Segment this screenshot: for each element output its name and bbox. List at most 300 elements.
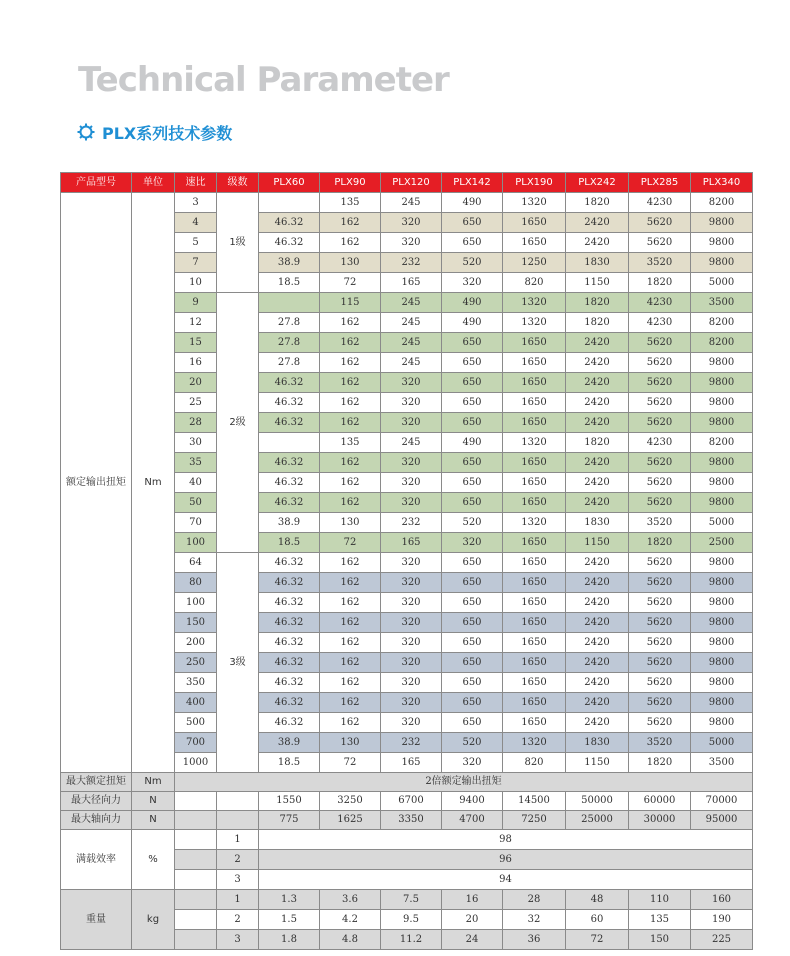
value-cell: 9800 (691, 413, 753, 433)
value-cell: 1830 (566, 253, 629, 273)
value-cell: 1650 (503, 693, 566, 713)
value-cell: 162 (320, 573, 381, 593)
value-cell: 5000 (691, 733, 753, 753)
value-cell: 232 (381, 513, 442, 533)
value-cell: 520 (442, 513, 503, 533)
empty-cell (217, 792, 259, 811)
value-cell: 245 (381, 313, 442, 333)
value-cell: 775 (259, 811, 320, 830)
value-cell: 27.8 (259, 313, 320, 333)
ratio-cell: 700 (175, 733, 217, 753)
value-cell: 9800 (691, 253, 753, 273)
value-cell: 3520 (629, 253, 691, 273)
weight-label: 重量 (61, 890, 132, 950)
value-cell: 162 (320, 213, 381, 233)
stage-cell: 3级 (217, 553, 259, 773)
value-cell: 5000 (691, 273, 753, 293)
value-cell: 5620 (629, 393, 691, 413)
ratio-cell: 15 (175, 333, 217, 353)
value-cell: 1650 (503, 573, 566, 593)
value-cell: 2500 (691, 533, 753, 553)
value-cell: 1820 (566, 313, 629, 333)
header-cell: PLX60 (259, 173, 320, 193)
value-cell: 2420 (566, 493, 629, 513)
value-cell: 46.32 (259, 493, 320, 513)
value-cell: 162 (320, 713, 381, 733)
value-cell: 3520 (629, 513, 691, 533)
value-cell: 28 (503, 890, 566, 910)
value-cell: 320 (381, 673, 442, 693)
value-cell (259, 193, 320, 213)
value-cell: 9.5 (381, 910, 442, 930)
value-cell: 320 (381, 613, 442, 633)
stage-cell: 1 (217, 830, 259, 850)
stage-cell: 3 (217, 870, 259, 890)
value-cell: 9800 (691, 473, 753, 493)
value-cell: 24 (442, 930, 503, 950)
ratio-cell: 30 (175, 433, 217, 453)
value-cell: 1650 (503, 713, 566, 733)
value-cell: 162 (320, 613, 381, 633)
value-cell: 5620 (629, 373, 691, 393)
value-cell: 7.5 (381, 890, 442, 910)
value-cell: 650 (442, 573, 503, 593)
value-cell: 2420 (566, 473, 629, 493)
value-cell: 130 (320, 733, 381, 753)
value-cell: 46.32 (259, 593, 320, 613)
value-cell: 5620 (629, 593, 691, 613)
ratio-cell: 3 (175, 193, 217, 213)
value-cell: 72 (566, 930, 629, 950)
value-cell: 2420 (566, 213, 629, 233)
value-cell: 2420 (566, 653, 629, 673)
value-cell: 162 (320, 673, 381, 693)
value-cell: 9800 (691, 593, 753, 613)
value-cell: 9800 (691, 553, 753, 573)
value-cell: 320 (381, 233, 442, 253)
value-cell: 46.32 (259, 673, 320, 693)
value-cell: 650 (442, 353, 503, 373)
value-cell: 1650 (503, 233, 566, 253)
value-cell: 162 (320, 393, 381, 413)
value-cell: 490 (442, 293, 503, 313)
value-cell: 5620 (629, 333, 691, 353)
header-cell: 单位 (132, 173, 175, 193)
value-cell: 5620 (629, 713, 691, 733)
value-cell: 650 (442, 673, 503, 693)
value-cell: 2420 (566, 233, 629, 253)
value-cell: 320 (381, 573, 442, 593)
value-cell: 162 (320, 473, 381, 493)
value-cell: 4230 (629, 293, 691, 313)
ratio-cell: 64 (175, 553, 217, 573)
value-cell: 46.32 (259, 473, 320, 493)
torque-unit: Nm (132, 193, 175, 773)
value-cell: 1650 (503, 393, 566, 413)
ratio-cell: 500 (175, 713, 217, 733)
value-cell: 320 (381, 473, 442, 493)
value-cell: 320 (381, 493, 442, 513)
axial-unit: N (132, 811, 175, 830)
value-cell: 5620 (629, 473, 691, 493)
value-cell: 46.32 (259, 573, 320, 593)
value-cell: 6700 (381, 792, 442, 811)
value-cell: 135 (629, 910, 691, 930)
value-cell: 5620 (629, 233, 691, 253)
value-cell: 2420 (566, 333, 629, 353)
value-cell: 2420 (566, 373, 629, 393)
value-cell: 820 (503, 753, 566, 773)
value-cell: 320 (381, 213, 442, 233)
ratio-cell: 5 (175, 233, 217, 253)
value-cell: 9800 (691, 493, 753, 513)
value-cell: 1830 (566, 733, 629, 753)
table-row (61, 811, 753, 830)
value-cell: 70000 (691, 792, 753, 811)
value-cell: 650 (442, 233, 503, 253)
value-cell: 1650 (503, 653, 566, 673)
value-cell: 18.5 (259, 533, 320, 553)
value-cell: 2420 (566, 573, 629, 593)
header-cell: 级数 (217, 173, 259, 193)
value-cell: 110 (629, 890, 691, 910)
value-cell: 1650 (503, 553, 566, 573)
value-cell: 8200 (691, 193, 753, 213)
value-cell: 320 (381, 393, 442, 413)
value-cell: 650 (442, 413, 503, 433)
value-cell: 5620 (629, 213, 691, 233)
value-cell: 1.8 (259, 930, 320, 950)
header-cell: PLX90 (320, 173, 381, 193)
value-cell: 162 (320, 233, 381, 253)
value-cell: 27.8 (259, 353, 320, 373)
value-cell: 1250 (503, 253, 566, 273)
radial-unit: N (132, 792, 175, 811)
value-cell: 16 (442, 890, 503, 910)
value-cell: 150 (629, 930, 691, 950)
value-cell: 320 (381, 553, 442, 573)
header-cell: PLX120 (381, 173, 442, 193)
value-cell: 5620 (629, 613, 691, 633)
value-cell: 1650 (503, 333, 566, 353)
value-cell: 1650 (503, 533, 566, 553)
value-cell: 4230 (629, 193, 691, 213)
value-cell: 5620 (629, 673, 691, 693)
value-cell: 9800 (691, 233, 753, 253)
value-cell: 38.9 (259, 513, 320, 533)
max-torque-label: 最大额定扭矩 (61, 773, 132, 792)
ratio-cell: 150 (175, 613, 217, 633)
value-cell: 46.32 (259, 373, 320, 393)
table-row (61, 792, 753, 811)
efficiency-value: 94 (259, 870, 753, 890)
empty-cell (175, 930, 217, 950)
value-cell: 245 (381, 193, 442, 213)
value-cell: 162 (320, 593, 381, 613)
value-cell: 1820 (566, 433, 629, 453)
value-cell: 18.5 (259, 753, 320, 773)
value-cell: 5620 (629, 453, 691, 473)
stage-cell: 2 (217, 910, 259, 930)
value-cell: 3.6 (320, 890, 381, 910)
value-cell: 1650 (503, 673, 566, 693)
value-cell: 1.5 (259, 910, 320, 930)
value-cell: 245 (381, 353, 442, 373)
value-cell: 1.3 (259, 890, 320, 910)
value-cell: 1650 (503, 473, 566, 493)
value-cell: 135 (320, 193, 381, 213)
value-cell: 320 (442, 753, 503, 773)
value-cell: 5620 (629, 493, 691, 513)
value-cell: 9800 (691, 453, 753, 473)
value-cell: 1650 (503, 373, 566, 393)
value-cell: 1150 (566, 273, 629, 293)
stage-cell: 1级 (217, 193, 259, 293)
max-torque-unit: Nm (132, 773, 175, 792)
header-cell: PLX142 (442, 173, 503, 193)
ratio-cell: 35 (175, 453, 217, 473)
empty-cell (175, 830, 217, 850)
value-cell: 3500 (691, 293, 753, 313)
value-cell: 4.2 (320, 910, 381, 930)
value-cell: 650 (442, 693, 503, 713)
value-cell (259, 293, 320, 313)
value-cell: 1650 (503, 493, 566, 513)
value-cell: 130 (320, 513, 381, 533)
value-cell: 165 (381, 273, 442, 293)
value-cell: 60000 (629, 792, 691, 811)
efficiency-label: 满载效率 (61, 830, 132, 890)
value-cell: 4230 (629, 433, 691, 453)
header-cell: PLX285 (629, 173, 691, 193)
value-cell: 490 (442, 433, 503, 453)
value-cell: 115 (320, 293, 381, 313)
value-cell: 50000 (566, 792, 629, 811)
value-cell: 36 (503, 930, 566, 950)
value-cell: 1650 (503, 413, 566, 433)
ratio-cell: 250 (175, 653, 217, 673)
ratio-cell: 9 (175, 293, 217, 313)
value-cell: 225 (691, 930, 753, 950)
value-cell: 135 (320, 433, 381, 453)
value-cell: 2420 (566, 613, 629, 633)
table-row (61, 890, 753, 910)
value-cell: 1820 (566, 293, 629, 313)
value-cell: 520 (442, 253, 503, 273)
value-cell: 9800 (691, 213, 753, 233)
value-cell: 2420 (566, 713, 629, 733)
value-cell: 46.32 (259, 413, 320, 433)
value-cell: 162 (320, 553, 381, 573)
ratio-cell: 100 (175, 533, 217, 553)
value-cell: 3350 (381, 811, 442, 830)
efficiency-value: 96 (259, 850, 753, 870)
gear-icon (76, 122, 96, 142)
value-cell: 1320 (503, 433, 566, 453)
value-cell: 48 (566, 890, 629, 910)
value-cell: 650 (442, 373, 503, 393)
value-cell: 9400 (442, 792, 503, 811)
empty-cell (175, 910, 217, 930)
ratio-cell: 80 (175, 573, 217, 593)
value-cell: 3520 (629, 733, 691, 753)
stage-cell: 2级 (217, 293, 259, 553)
value-cell: 46.32 (259, 693, 320, 713)
value-cell: 1650 (503, 613, 566, 633)
header-cell: PLX190 (503, 173, 566, 193)
value-cell: 162 (320, 373, 381, 393)
ratio-cell: 1000 (175, 753, 217, 773)
value-cell: 650 (442, 653, 503, 673)
value-cell: 8200 (691, 433, 753, 453)
value-cell: 72 (320, 753, 381, 773)
ratio-cell: 400 (175, 693, 217, 713)
value-cell: 162 (320, 493, 381, 513)
value-cell: 11.2 (381, 930, 442, 950)
efficiency-unit: % (132, 830, 175, 890)
value-cell: 38.9 (259, 733, 320, 753)
value-cell: 1320 (503, 293, 566, 313)
empty-cell (175, 890, 217, 910)
value-cell: 490 (442, 193, 503, 213)
value-cell: 245 (381, 293, 442, 313)
value-cell: 650 (442, 453, 503, 473)
value-cell: 320 (381, 453, 442, 473)
header-cell: PLX340 (691, 173, 753, 193)
value-cell: 5620 (629, 353, 691, 373)
value-cell: 5620 (629, 693, 691, 713)
value-cell: 320 (381, 633, 442, 653)
ratio-cell: 70 (175, 513, 217, 533)
value-cell: 1820 (629, 273, 691, 293)
ratio-cell: 12 (175, 313, 217, 333)
ratio-cell: 200 (175, 633, 217, 653)
value-cell: 650 (442, 473, 503, 493)
max-torque-value: 2倍额定输出扭矩 (175, 773, 753, 792)
value-cell: 1320 (503, 313, 566, 333)
efficiency-value: 98 (259, 830, 753, 850)
value-cell: 9800 (691, 693, 753, 713)
value-cell: 46.32 (259, 233, 320, 253)
value-cell: 46.32 (259, 653, 320, 673)
value-cell: 9800 (691, 353, 753, 373)
ratio-cell: 7 (175, 253, 217, 273)
table-row (61, 773, 753, 792)
value-cell: 650 (442, 633, 503, 653)
value-cell: 60 (566, 910, 629, 930)
value-cell: 162 (320, 353, 381, 373)
value-cell: 162 (320, 693, 381, 713)
value-cell: 650 (442, 333, 503, 353)
value-cell: 320 (381, 713, 442, 733)
value-cell: 46.32 (259, 213, 320, 233)
radial-label: 最大径向力 (61, 792, 132, 811)
value-cell: 650 (442, 613, 503, 633)
value-cell: 5620 (629, 573, 691, 593)
value-cell: 4230 (629, 313, 691, 333)
ratio-cell: 28 (175, 413, 217, 433)
value-cell: 130 (320, 253, 381, 273)
value-cell: 320 (442, 273, 503, 293)
value-cell: 162 (320, 633, 381, 653)
stage-cell: 3 (217, 930, 259, 950)
value-cell: 2420 (566, 353, 629, 373)
value-cell: 320 (381, 653, 442, 673)
ratio-cell: 25 (175, 393, 217, 413)
ratio-cell: 40 (175, 473, 217, 493)
value-cell: 1830 (566, 513, 629, 533)
value-cell: 320 (381, 693, 442, 713)
value-cell: 1150 (566, 533, 629, 553)
empty-cell (175, 811, 217, 830)
stage-cell: 1 (217, 890, 259, 910)
value-cell: 46.32 (259, 613, 320, 633)
value-cell: 2420 (566, 633, 629, 653)
value-cell: 2420 (566, 553, 629, 573)
value-cell: 650 (442, 213, 503, 233)
value-cell: 4700 (442, 811, 503, 830)
ratio-cell: 50 (175, 493, 217, 513)
value-cell: 46.32 (259, 393, 320, 413)
ratio-cell: 100 (175, 593, 217, 613)
value-cell: 650 (442, 553, 503, 573)
parameter-table (60, 172, 753, 950)
value-cell: 18.5 (259, 273, 320, 293)
value-cell: 3250 (320, 792, 381, 811)
header-cell: PLX242 (566, 173, 629, 193)
ratio-cell: 16 (175, 353, 217, 373)
empty-cell (175, 870, 217, 890)
value-cell: 162 (320, 413, 381, 433)
value-cell: 14500 (503, 792, 566, 811)
value-cell: 1820 (629, 753, 691, 773)
empty-cell (217, 811, 259, 830)
value-cell: 9800 (691, 373, 753, 393)
value-cell: 8200 (691, 313, 753, 333)
value-cell: 650 (442, 713, 503, 733)
torque-label: 额定输出扭矩 (61, 193, 132, 773)
value-cell: 162 (320, 453, 381, 473)
value-cell: 162 (320, 333, 381, 353)
value-cell: 2420 (566, 453, 629, 473)
value-cell: 9800 (691, 633, 753, 653)
value-cell: 9800 (691, 653, 753, 673)
value-cell: 1650 (503, 213, 566, 233)
value-cell: 232 (381, 253, 442, 273)
section-title-text: PLX系列技术参数 (102, 123, 233, 143)
value-cell: 4.8 (320, 930, 381, 950)
stage-cell: 2 (217, 850, 259, 870)
value-cell: 162 (320, 313, 381, 333)
value-cell: 1650 (503, 353, 566, 373)
value-cell: 520 (442, 733, 503, 753)
value-cell: 1820 (566, 193, 629, 213)
value-cell: 1550 (259, 792, 320, 811)
value-cell: 1150 (566, 753, 629, 773)
ratio-cell: 10 (175, 273, 217, 293)
value-cell: 9800 (691, 613, 753, 633)
value-cell: 5000 (691, 513, 753, 533)
value-cell: 46.32 (259, 553, 320, 573)
value-cell: 1625 (320, 811, 381, 830)
value-cell: 190 (691, 910, 753, 930)
value-cell: 7250 (503, 811, 566, 830)
empty-cell (175, 792, 217, 811)
value-cell: 1650 (503, 593, 566, 613)
value-cell: 165 (381, 753, 442, 773)
value-cell: 160 (691, 890, 753, 910)
value-cell: 1820 (629, 533, 691, 553)
